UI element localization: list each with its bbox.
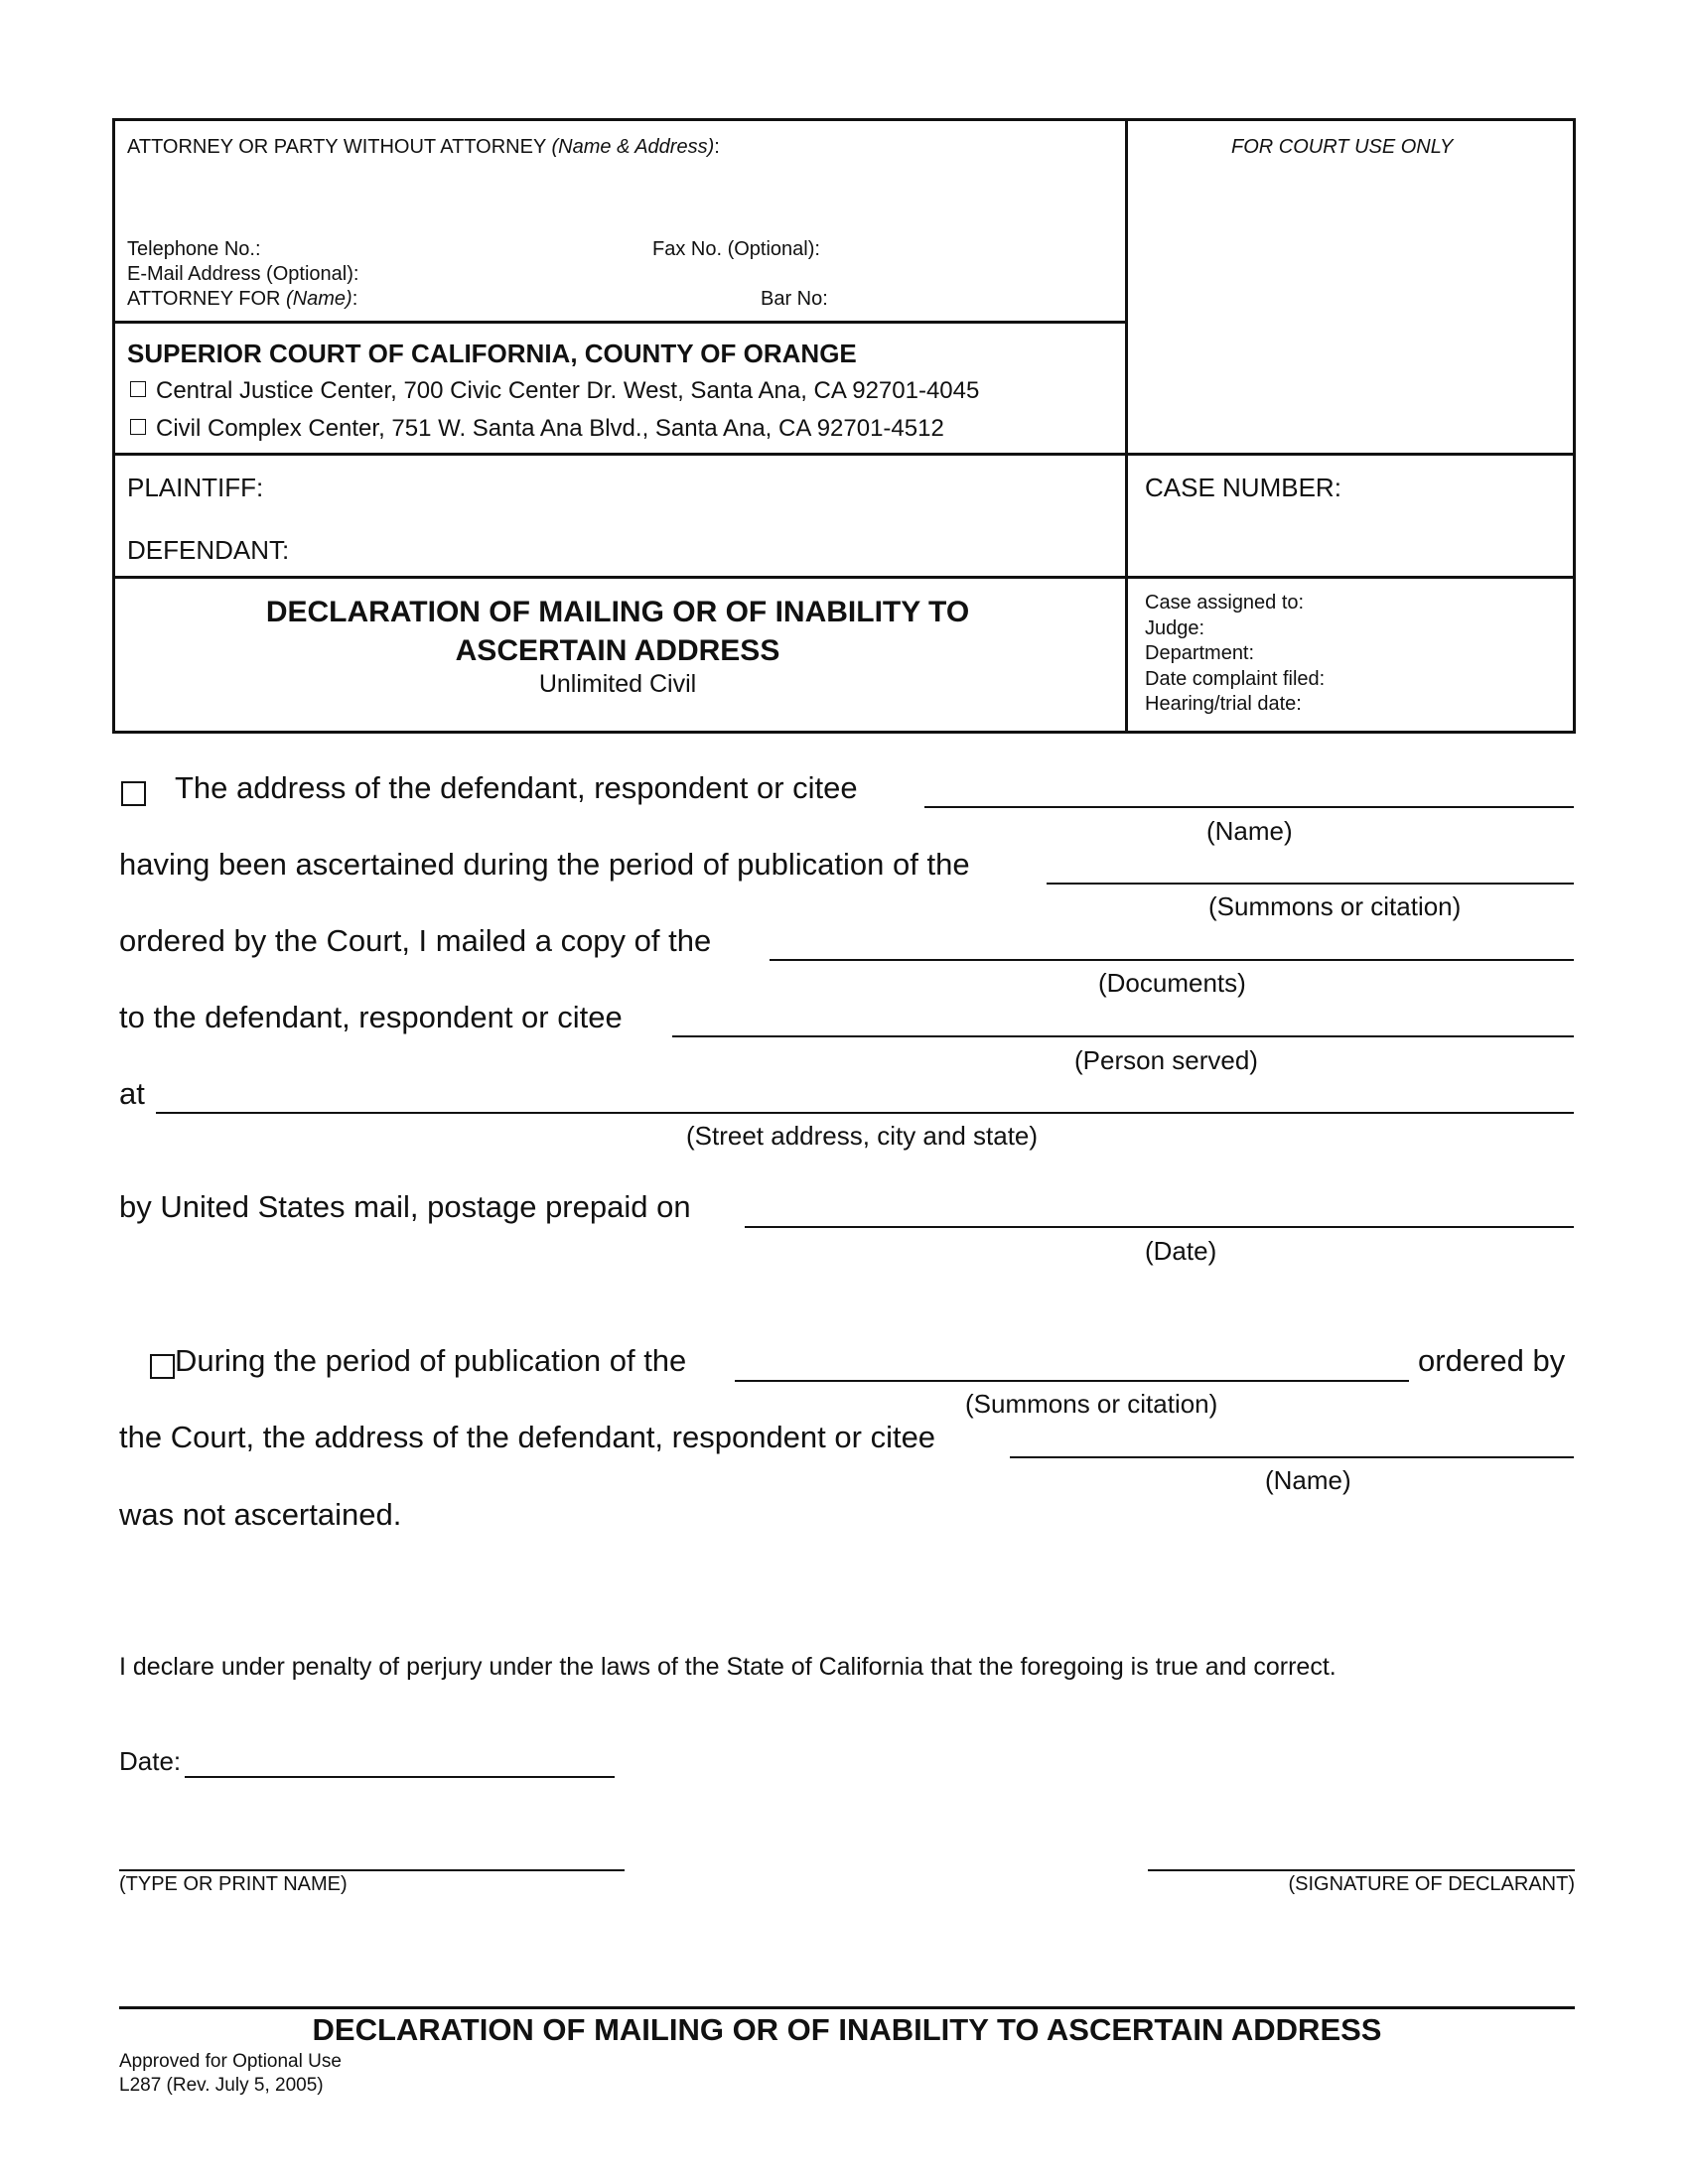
complex-checkbox[interactable]: [130, 419, 146, 435]
declaration-date-field[interactable]: [185, 1776, 615, 1778]
signature-field[interactable]: [1148, 1869, 1575, 1871]
s2-name-caption: (Name): [1265, 1465, 1351, 1495]
judge-label: Judge:: [1145, 616, 1205, 639]
form-title-line1: DECLARATION OF MAILING OR OF INABILITY TO: [265, 596, 970, 628]
s2-name-field[interactable]: [1010, 1456, 1574, 1458]
section2-checkbox[interactable]: [150, 1354, 175, 1379]
divider-attorney-court: [115, 321, 1125, 324]
case-number-label: CASE NUMBER:: [1145, 473, 1341, 502]
s1-summons-field[interactable]: [1047, 883, 1574, 885]
print-name-field[interactable]: [119, 1869, 625, 1871]
s2-line1-end: ordered by: [1418, 1343, 1566, 1378]
form-id: L287 (Rev. July 5, 2005): [119, 2075, 324, 2096]
header-column-divider: [1125, 121, 1128, 731]
s1-summons-caption: (Summons or citation): [1208, 891, 1462, 921]
s1-person-served-field[interactable]: [672, 1035, 1574, 1037]
approved-note: Approved for Optional Use: [119, 2051, 342, 2072]
s1-name-caption: (Name): [1206, 816, 1293, 846]
s1-person-served-caption: (Person served): [1074, 1045, 1258, 1075]
s1-address-field[interactable]: [156, 1112, 1574, 1114]
divider-court-parties: [115, 453, 1573, 456]
complex-label: Civil Complex Center, 751 W. Santa Ana Blvd., Santa Ana, CA 92701-4512: [156, 415, 944, 442]
case-info-list: [1145, 591, 1325, 718]
form-subtitle: Unlimited Civil: [538, 670, 697, 698]
s2-summons-field[interactable]: [735, 1380, 1409, 1382]
s1-documents-field[interactable]: [770, 959, 1574, 961]
s1-line4-text: to the defendant, respondent or citee: [119, 1000, 623, 1034]
s2-line2-text: the Court, the address of the defendant, respondent or citee: [119, 1420, 936, 1454]
s1-date-field[interactable]: [745, 1226, 1574, 1228]
plaintiff-label: PLAINTIFF:: [127, 473, 264, 502]
s2-summons-caption: (Summons or citation): [965, 1389, 1218, 1419]
attorney-for-colon: :: [352, 288, 358, 310]
s1-name-field[interactable]: [924, 806, 1574, 808]
divider-parties-title: [115, 576, 1573, 579]
defendant-label: DEFENDANT:: [127, 535, 290, 565]
section1-checkbox[interactable]: [121, 781, 146, 806]
attorney-block-label: [127, 136, 720, 159]
court-option-complex[interactable]: [130, 415, 944, 443]
attorney-for-label: [127, 288, 357, 311]
s1-line5-text: at: [119, 1076, 145, 1111]
s1-address-caption: (Street address, city and state): [686, 1121, 1039, 1151]
s1-line6-text: by United States mail, postage prepaid on: [119, 1189, 691, 1224]
date-label: Date:: [119, 1746, 182, 1776]
bar-no-label: Bar No:: [761, 288, 828, 310]
footer-rule: [119, 2006, 1575, 2009]
central-label: Central Justice Center, 700 Civic Center Dr. West, Santa Ana, CA 92701-4045: [156, 377, 980, 404]
attorney-for-text: ATTORNEY FOR: [127, 288, 281, 310]
s1-line1-text: The address of the defendant, respondent or citee: [175, 770, 858, 805]
form-title: [112, 593, 1123, 670]
court-name: SUPERIOR COURT OF CALIFORNIA, COUNTY OF ORANGE: [127, 339, 857, 368]
email-label: E-Mail Address (Optional):: [127, 263, 359, 285]
date-filed-label: Date complaint filed:: [1145, 667, 1326, 690]
s1-line2-text: having been ascertained during the period of publication of the: [119, 847, 970, 882]
form-title-line2: ASCERTAIN ADDRESS: [455, 634, 780, 667]
s2-line3-text: was not ascertained.: [119, 1497, 402, 1532]
attorney-for-hint: (Name): [286, 288, 352, 310]
central-checkbox[interactable]: [130, 381, 146, 397]
fax-label: Fax No. (Optional):: [652, 238, 820, 260]
attorney-colon: :: [714, 136, 720, 158]
telephone-label: Telephone No.:: [127, 238, 261, 260]
court-option-central[interactable]: [130, 377, 979, 405]
s2-line1-text: During the period of publication of the: [175, 1343, 687, 1378]
s1-date-caption: (Date): [1145, 1236, 1217, 1266]
s1-documents-caption: (Documents): [1098, 968, 1246, 998]
perjury-statement: I declare under penalty of perjury under the laws of the State of California that the foregoing is true and correct.: [119, 1653, 1336, 1681]
footer-title: DECLARATION OF MAILING OR OF INABILITY TO ASCERTAIN ADDRESS: [312, 2012, 1382, 2047]
department-label: Department:: [1145, 642, 1255, 664]
case-assigned-label: Case assigned to:: [1145, 592, 1305, 614]
s1-line3-text: ordered by the Court, I mailed a copy of the: [119, 923, 712, 958]
attorney-label: ATTORNEY OR PARTY WITHOUT ATTORNEY: [127, 136, 546, 158]
signature-caption: (SIGNATURE OF DECLARANT): [1288, 1873, 1575, 1895]
hearing-date-label: Hearing/trial date:: [1145, 693, 1302, 715]
court-use-only-label: FOR COURT USE ONLY: [1231, 136, 1454, 158]
attorney-hint: (Name & Address): [551, 136, 715, 158]
print-name-caption: (TYPE OR PRINT NAME): [119, 1873, 348, 1895]
